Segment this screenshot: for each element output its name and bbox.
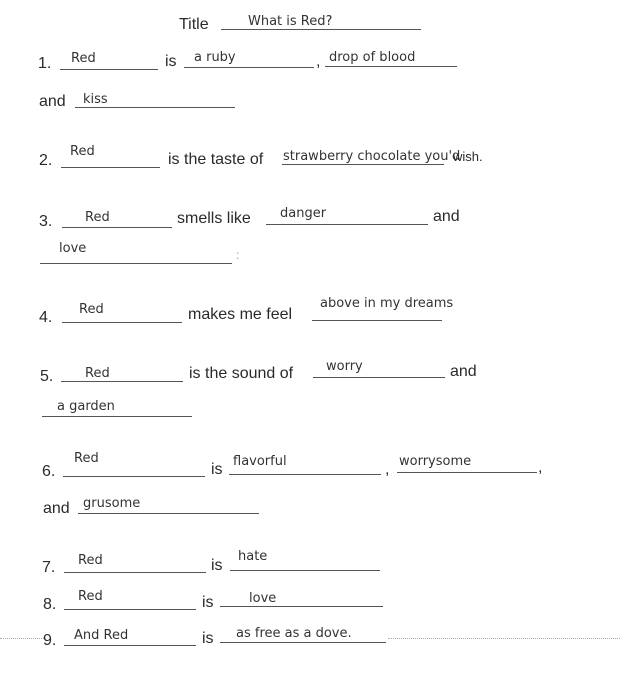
item-2-blank-2[interactable] — [282, 164, 444, 165]
title-answer-line[interactable] — [221, 29, 421, 30]
title-label: Title — [179, 16, 209, 33]
item-6-text-1: is — [211, 461, 223, 478]
item-7-answer-1: Red — [78, 553, 103, 568]
item-7-blank-1[interactable] — [64, 572, 206, 573]
item-4-blank-1[interactable] — [62, 322, 182, 323]
item-3-answer-3: love — [59, 241, 87, 256]
item-2-text-1: is the taste of — [168, 151, 264, 168]
item-6-blank-2[interactable] — [229, 474, 381, 475]
item-6-answer-2: flavorful — [233, 454, 287, 469]
item-6-answer-4: grusome — [83, 496, 141, 511]
item-3-blank-1[interactable] — [62, 227, 172, 228]
item-6-answer-1: Red — [74, 451, 99, 466]
item-9-answer-1: And Red — [74, 628, 129, 643]
item-4-blank-2[interactable] — [312, 320, 442, 321]
item-4-number: 4. — [39, 309, 53, 326]
item-9-blank-2[interactable] — [220, 642, 386, 643]
item-2-answer-2: strawberry chocolate you'd — [283, 149, 461, 164]
item-3-answer-1: Red — [85, 210, 110, 225]
item-3-blank-2[interactable] — [266, 224, 428, 225]
title-answer: What is Red? — [248, 14, 333, 29]
item-6-blank-3[interactable] — [397, 472, 537, 473]
item-3-text-2: and — [433, 208, 460, 225]
item-5-answer-2: worry — [326, 359, 363, 374]
item-1-answer-3: drop of blood — [329, 50, 416, 65]
item-2-text-2: wish. — [453, 149, 483, 164]
item-8-number: 8. — [43, 596, 57, 613]
item-1-answer-2: a ruby — [194, 50, 236, 65]
item-3-end-mark: : — [236, 248, 240, 262]
item-1-text-2: and — [39, 93, 66, 110]
item-1-blank-2[interactable] — [184, 67, 314, 68]
item-6-text-2: and — [43, 500, 70, 517]
item-5-text-2: and — [450, 363, 477, 380]
scan-artifact-line — [0, 638, 44, 639]
item-9-answer-2: as free as a dove. — [236, 626, 352, 641]
item-1-blank-4[interactable] — [75, 107, 235, 108]
item-8-text-1: is — [202, 594, 214, 611]
item-7-number: 7. — [42, 559, 56, 576]
item-8-blank-1[interactable] — [64, 609, 196, 610]
item-5-number: 5. — [40, 368, 54, 385]
item-6-blank-1[interactable] — [63, 476, 205, 477]
item-1-text-1: is — [165, 53, 177, 70]
item-5-answer-3: a garden — [57, 399, 115, 414]
item-9-number: 9. — [43, 632, 57, 649]
item-6-comma-1: , — [385, 461, 390, 478]
item-7-blank-2[interactable] — [230, 570, 380, 571]
item-6-comma-2: , — [538, 459, 543, 476]
item-6-blank-4[interactable] — [78, 513, 259, 514]
item-3-number: 3. — [39, 213, 53, 230]
item-1-comma: , — [316, 53, 321, 70]
item-4-text-1: makes me feel — [188, 306, 293, 323]
item-5-blank-2[interactable] — [313, 377, 445, 378]
item-9-text-1: is — [202, 630, 214, 647]
item-3-text-1: smells like — [177, 210, 251, 227]
item-1-blank-1[interactable] — [60, 69, 158, 70]
item-7-text-1: is — [211, 557, 223, 574]
item-3-blank-3[interactable] — [40, 263, 232, 264]
item-2-number: 2. — [39, 152, 53, 169]
item-5-blank-1[interactable] — [61, 381, 183, 382]
item-1-blank-3[interactable] — [325, 66, 457, 67]
item-5-answer-1: Red — [85, 366, 110, 381]
item-4-answer-1: Red — [79, 302, 104, 317]
item-9-blank-1[interactable] — [64, 645, 196, 646]
item-8-answer-2: love — [249, 591, 277, 606]
item-1-number: 1. — [38, 55, 52, 72]
item-2-blank-1[interactable] — [61, 167, 160, 168]
item-5-blank-3[interactable] — [42, 416, 192, 417]
item-2-answer-1: Red — [70, 144, 95, 159]
item-8-answer-1: Red — [78, 589, 103, 604]
item-1-answer-4: kiss — [83, 92, 108, 107]
item-4-answer-2: above in my dreams — [320, 296, 454, 311]
scan-artifact-line — [388, 638, 620, 639]
item-1-answer-1: Red — [71, 51, 96, 66]
item-8-blank-2[interactable] — [220, 606, 383, 607]
item-6-number: 6. — [42, 463, 56, 480]
item-5-text-1: is the sound of — [189, 365, 294, 382]
item-3-answer-2: danger — [280, 206, 327, 221]
item-7-answer-2: hate — [238, 549, 268, 564]
item-6-answer-3: worrysome — [399, 454, 472, 469]
